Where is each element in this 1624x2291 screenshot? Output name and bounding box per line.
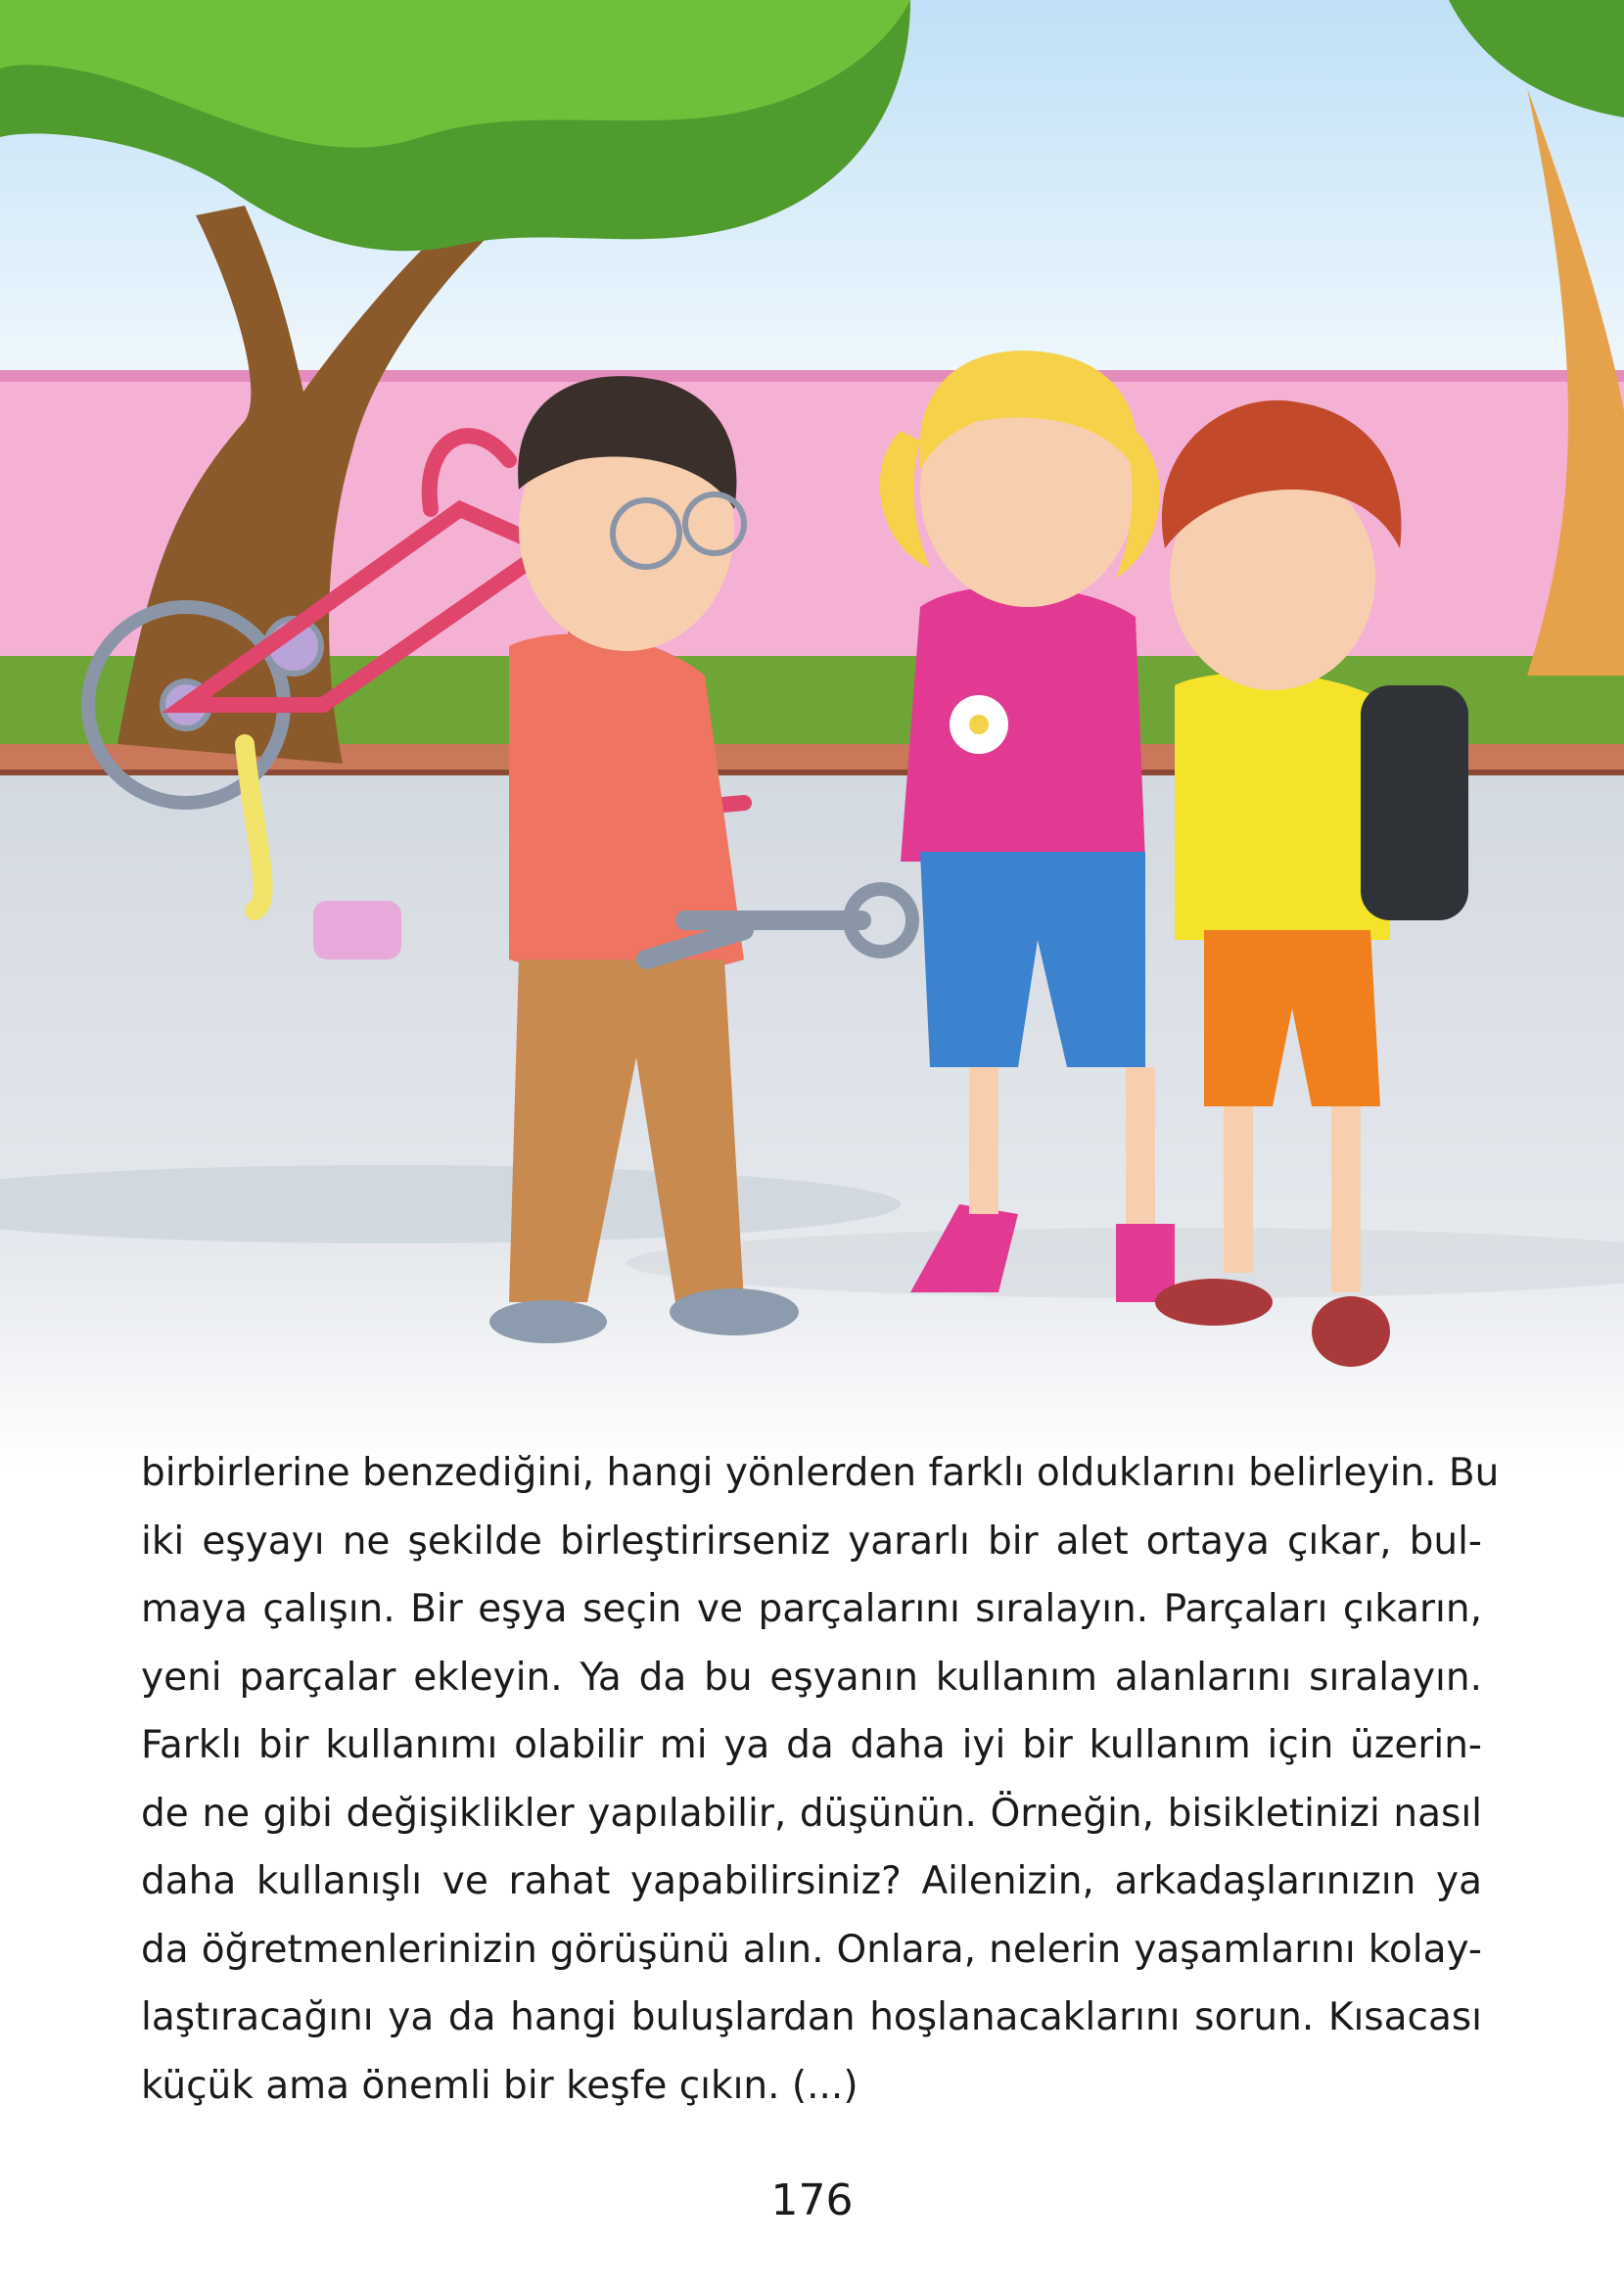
text-line: iki eşyayı ne şekilde birleştirirseniz yararlı bir alet ortaya çıkar, bul- (141, 1519, 1482, 1564)
text-line: da öğretmenlerinizin görüşünü alın. Onlara, nelerin yaşamlarını kolay- (141, 1927, 1482, 1972)
text-line: küçük ama önemli bir keşfe çıkın. (...) (141, 2063, 858, 2108)
text-line: birbirlerine benzediğini, hangi yönlerden farklı olduklarını belirleyin. Bu (141, 1451, 1500, 1495)
body-text (141, 1439, 1500, 2120)
text-line: de ne gibi değişiklikler yapılabilir, düşünün. Örneğin, bisikletinizi nasıl (141, 1791, 1482, 1836)
page-number: 176 (770, 2175, 854, 2225)
text-line: laştıracağını ya da hangi buluşlardan hoşlanacaklarını sorun. Kısacası (141, 1995, 1482, 2039)
text-line: maya çalışın. Bir eşya seçin ve parçalarını sıralayın. Parçaları çıkarın, (141, 1587, 1482, 1631)
text-line: yeni parçalar ekleyin. Ya da bu eşyanın kullanım alanlarını sıralayın. (141, 1655, 1482, 1700)
text-line: daha kullanışlı ve rahat yapabilirsiniz? Ailenizin, arkadaşlarınızın ya (141, 1859, 1482, 1903)
text-line: Farklı bir kullanımı olabilir mi ya da daha iyi bir kullanım için üzerin- (141, 1723, 1482, 1767)
